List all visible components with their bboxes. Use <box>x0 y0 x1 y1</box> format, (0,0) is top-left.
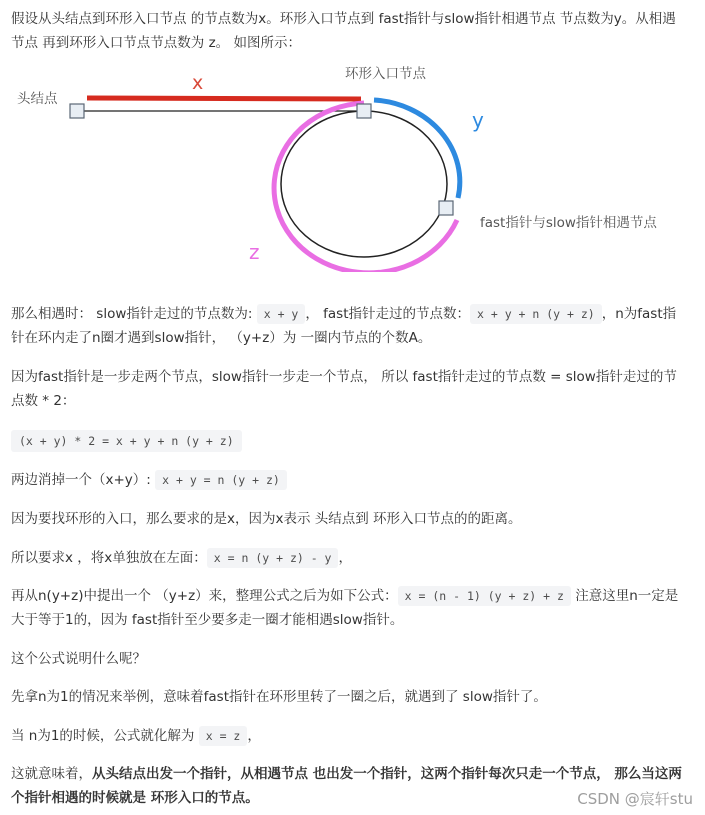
x-segment <box>87 98 361 99</box>
head-label: 头结点 <box>17 91 58 107</box>
p6-code: x = (n - 1) (y + z) + z <box>398 586 571 606</box>
p9-code: x = z <box>199 726 248 746</box>
intro-paragraph: 假设从头结点到环形入口节点 的节点数为x。环形入口节点到 fast指针与slow指针相遇节点 节点数为y。从相遇节点 再到环形入口节点节点数为 z。 如图所示： <box>11 11 676 51</box>
p6-text-2: 注意这里n一定是大于等于1的，因为 fast指针至少要多走一圈才能相遇slow指针。 <box>11 588 679 628</box>
p1-text-1: 那么相遇时： slow指针走过的节点数为: <box>11 306 257 322</box>
paragraph-isolate <box>11 546 683 570</box>
paragraph-goal: 因为要找环形的入口，那么要求的是x，因为x表示 头结点到 环形入口节点的的距离。 <box>11 511 522 527</box>
paragraph-example: 先拿n为1的情况来举例，意味着fast指针在环形里转了一圈之后，就遇到了 slow指针了。 <box>11 689 547 705</box>
paragraph-question: 这个公式说明什么呢？ <box>11 651 146 667</box>
p1-text-3: ，n为fast指针在环内走了n圈才遇到slow指针， （y+z）为 一圈内节点的个数A。 <box>11 306 677 346</box>
p3-code: x + y = n (y + z) <box>155 470 287 490</box>
p9-text-1: 当 n为1的时候，公式就化解为 <box>11 728 199 744</box>
p5-text-1: 所以要求x ，将x单独放在左面： <box>11 550 207 566</box>
p3-text: 两边消掉一个（x+y）: <box>11 472 156 488</box>
p1-code-2: x + y + n (y + z) <box>470 304 602 324</box>
paragraph-meet <box>11 302 683 350</box>
p10-bold: 从头结点出发一个指针，从相遇节点 也出发一个指针，这两个指针每次只走一个节点， 那么当这两个指针相遇的时候就是 环形入口的节点。 <box>11 766 682 806</box>
paragraph-cancel <box>11 468 683 492</box>
meet-node <box>439 201 453 215</box>
head-node <box>70 104 84 118</box>
equation-code: (x + y) * 2 = x + y + n (y + z) <box>11 430 242 452</box>
p6-text-1: 再从n(y+z)中提出一个 （y+z）来，整理公式之后为如下公式： <box>11 588 398 604</box>
p1-text-2: ， fast指针走过的节点数： <box>305 306 470 322</box>
paragraph-n-equals-1 <box>11 724 683 748</box>
p9-text-2: ， <box>247 728 261 744</box>
p5-text-2: ， <box>338 550 352 566</box>
p5-code: x = n (y + z) - y <box>207 548 339 568</box>
z-arc <box>274 103 457 272</box>
cycle-ring <box>281 111 447 257</box>
linked-list-cycle-diagram <box>11 62 691 272</box>
p1-code-1: x + y <box>257 304 306 324</box>
y-label: y <box>472 108 484 132</box>
paragraph-speed: 因为fast指针是一步走两个节点，slow指针一步走一个节点， 所以 fast指针走过的节点数 = slow指针走过的节点数 * 2： <box>11 369 677 409</box>
entry-label: 环形入口节点 <box>345 66 426 82</box>
meet-label: fast指针与slow指针相遇节点 <box>480 215 657 231</box>
code-block <box>11 430 242 452</box>
csdn-watermark: CSDN @宸轩stu <box>577 790 693 808</box>
p10-text: 这就意味着， <box>11 766 92 782</box>
entry-node <box>357 104 371 118</box>
paragraph-formula <box>11 584 683 632</box>
x-label: x <box>192 72 204 94</box>
z-label: z <box>249 240 260 264</box>
